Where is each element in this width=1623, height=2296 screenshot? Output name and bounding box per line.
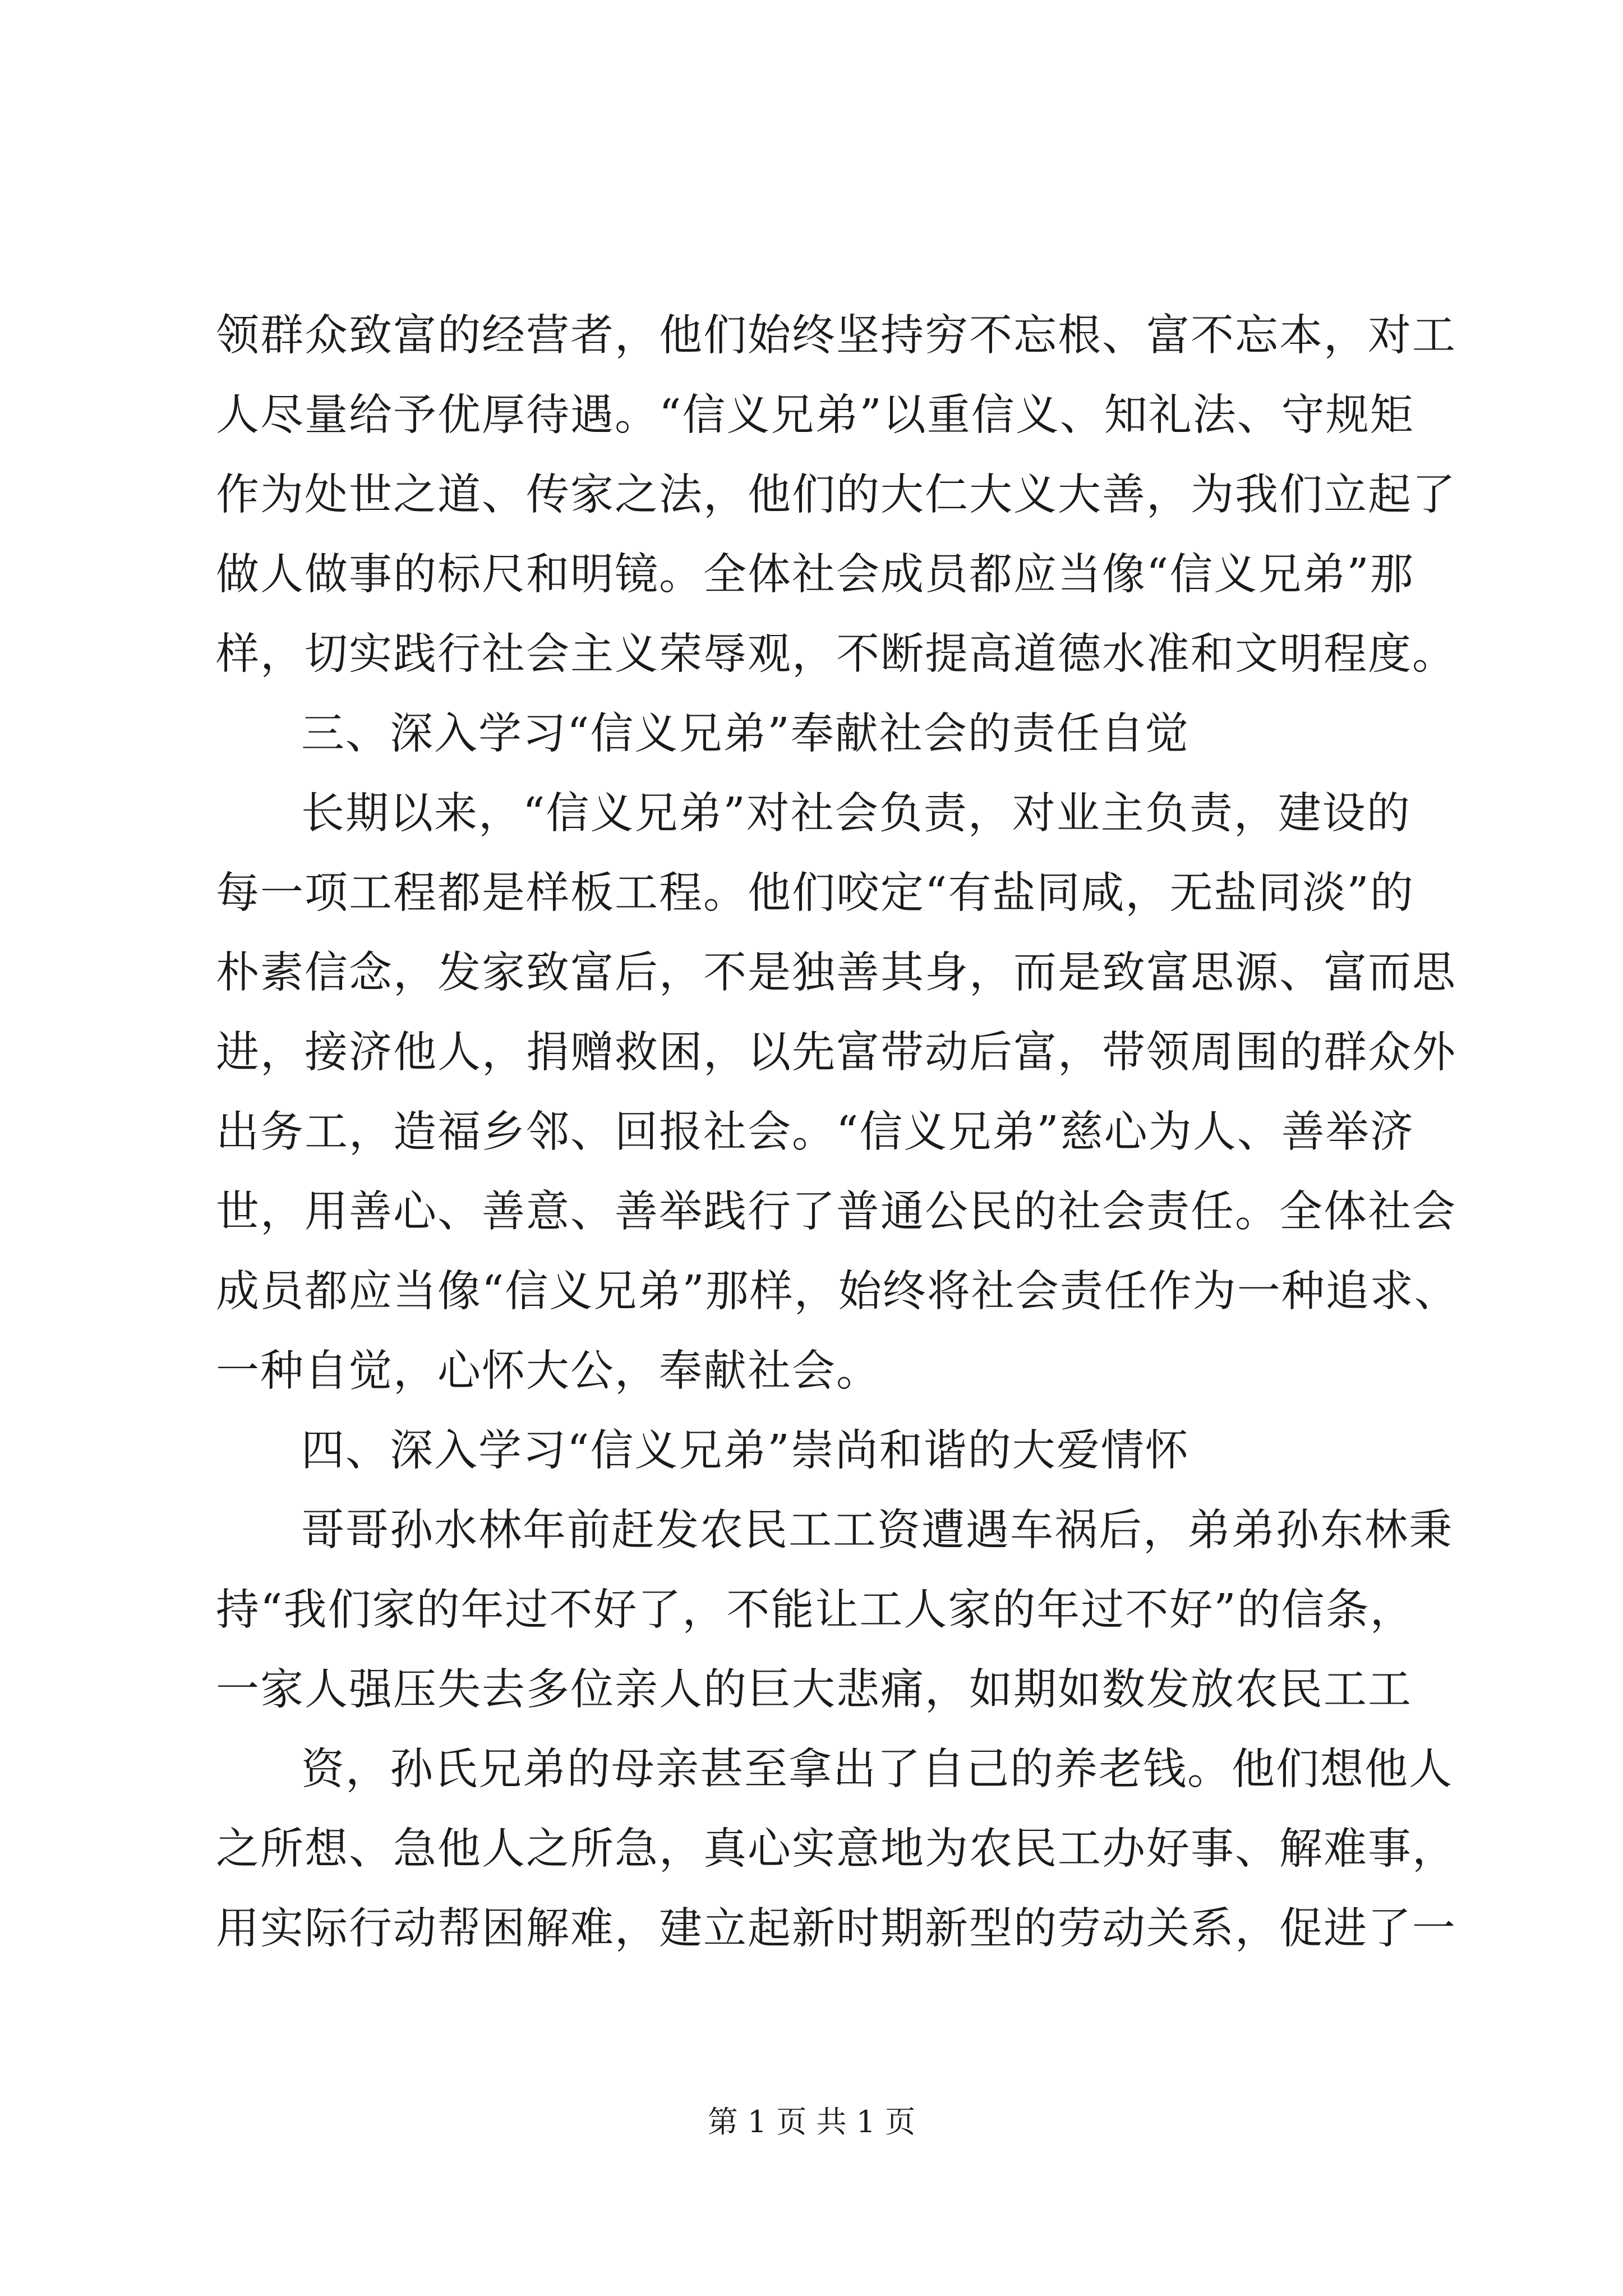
text-line: 之所想、急他人之所急，真心实意地为农民工办好事、解难事， [216, 1824, 1456, 1874]
text-line: 一种自觉，心怀大公，奉献社会。 [216, 1346, 880, 1396]
section-heading: 四、深入学习“信义兄弟”崇尚和谐的大爱情怀 [301, 1426, 1189, 1476]
text-line: 人尽量给予优厚待遇。“信义兄弟”以重信义、知礼法、守规矩 [216, 390, 1414, 440]
text-line: 用实际行动帮困解难，建立起新时期新型的劳动关系，促进了一 [216, 1904, 1456, 1954]
text-line: 作为处世之道、传家之法，他们的大仁大义大善，为我们立起了 [216, 470, 1456, 520]
text-line: 做人做事的标尺和明镜。全体社会成员都应当像“信义兄弟”那 [216, 550, 1414, 600]
page-footer: 第 1 页 共 1 页 [707, 2104, 916, 2139]
section-heading: 三、深入学习“信义兄弟”奉献社会的责任自觉 [301, 709, 1189, 759]
text-line: 样，切实践行社会主义荣辱观，不断提高道德水准和文明程度。 [216, 629, 1456, 679]
text-line: 领群众致富的经营者，他们始终坚持穷不忘根、富不忘本，对工 [216, 311, 1456, 361]
text-line: 出务工，造福乡邻、回报社会。“信义兄弟”慈心为人、善举济 [216, 1107, 1414, 1157]
text-line: 一家人强压失去多位亲人的巨大悲痛，如期如数发放农民工工 [216, 1665, 1412, 1715]
text-line: 持“我们家的年过不好了，不能让工人家的年过不好”的信条， [216, 1585, 1414, 1635]
text-line: 世，用善心、善意、善举践行了普通公民的社会责任。全体社会 [216, 1187, 1456, 1237]
text-line: 长期以来，“信义兄弟”对社会负责，对业主负责，建设的 [301, 789, 1411, 839]
text-line: 资，孙氏兄弟的母亲甚至拿出了自己的养老钱。他们想他人 [301, 1745, 1453, 1795]
text-line: 进，接济他人，捐赠救困，以先富带动后富，带领周围的群众外 [216, 1028, 1456, 1078]
body-text [216, 296, 1459, 1969]
text-line: 朴素信念，发家致富后，不是独善其身，而是致富思源、富而思 [216, 948, 1456, 998]
text-line: 每一项工程都是样板工程。他们咬定“有盐同咸，无盐同淡”的 [216, 868, 1414, 918]
text-line: 成员都应当像“信义兄弟”那样，始终将社会责任作为一种追求、 [216, 1267, 1459, 1317]
text-line: 哥哥孙水林年前赶发农民工工资遭遇车祸后，弟弟孙东林秉 [301, 1506, 1453, 1556]
